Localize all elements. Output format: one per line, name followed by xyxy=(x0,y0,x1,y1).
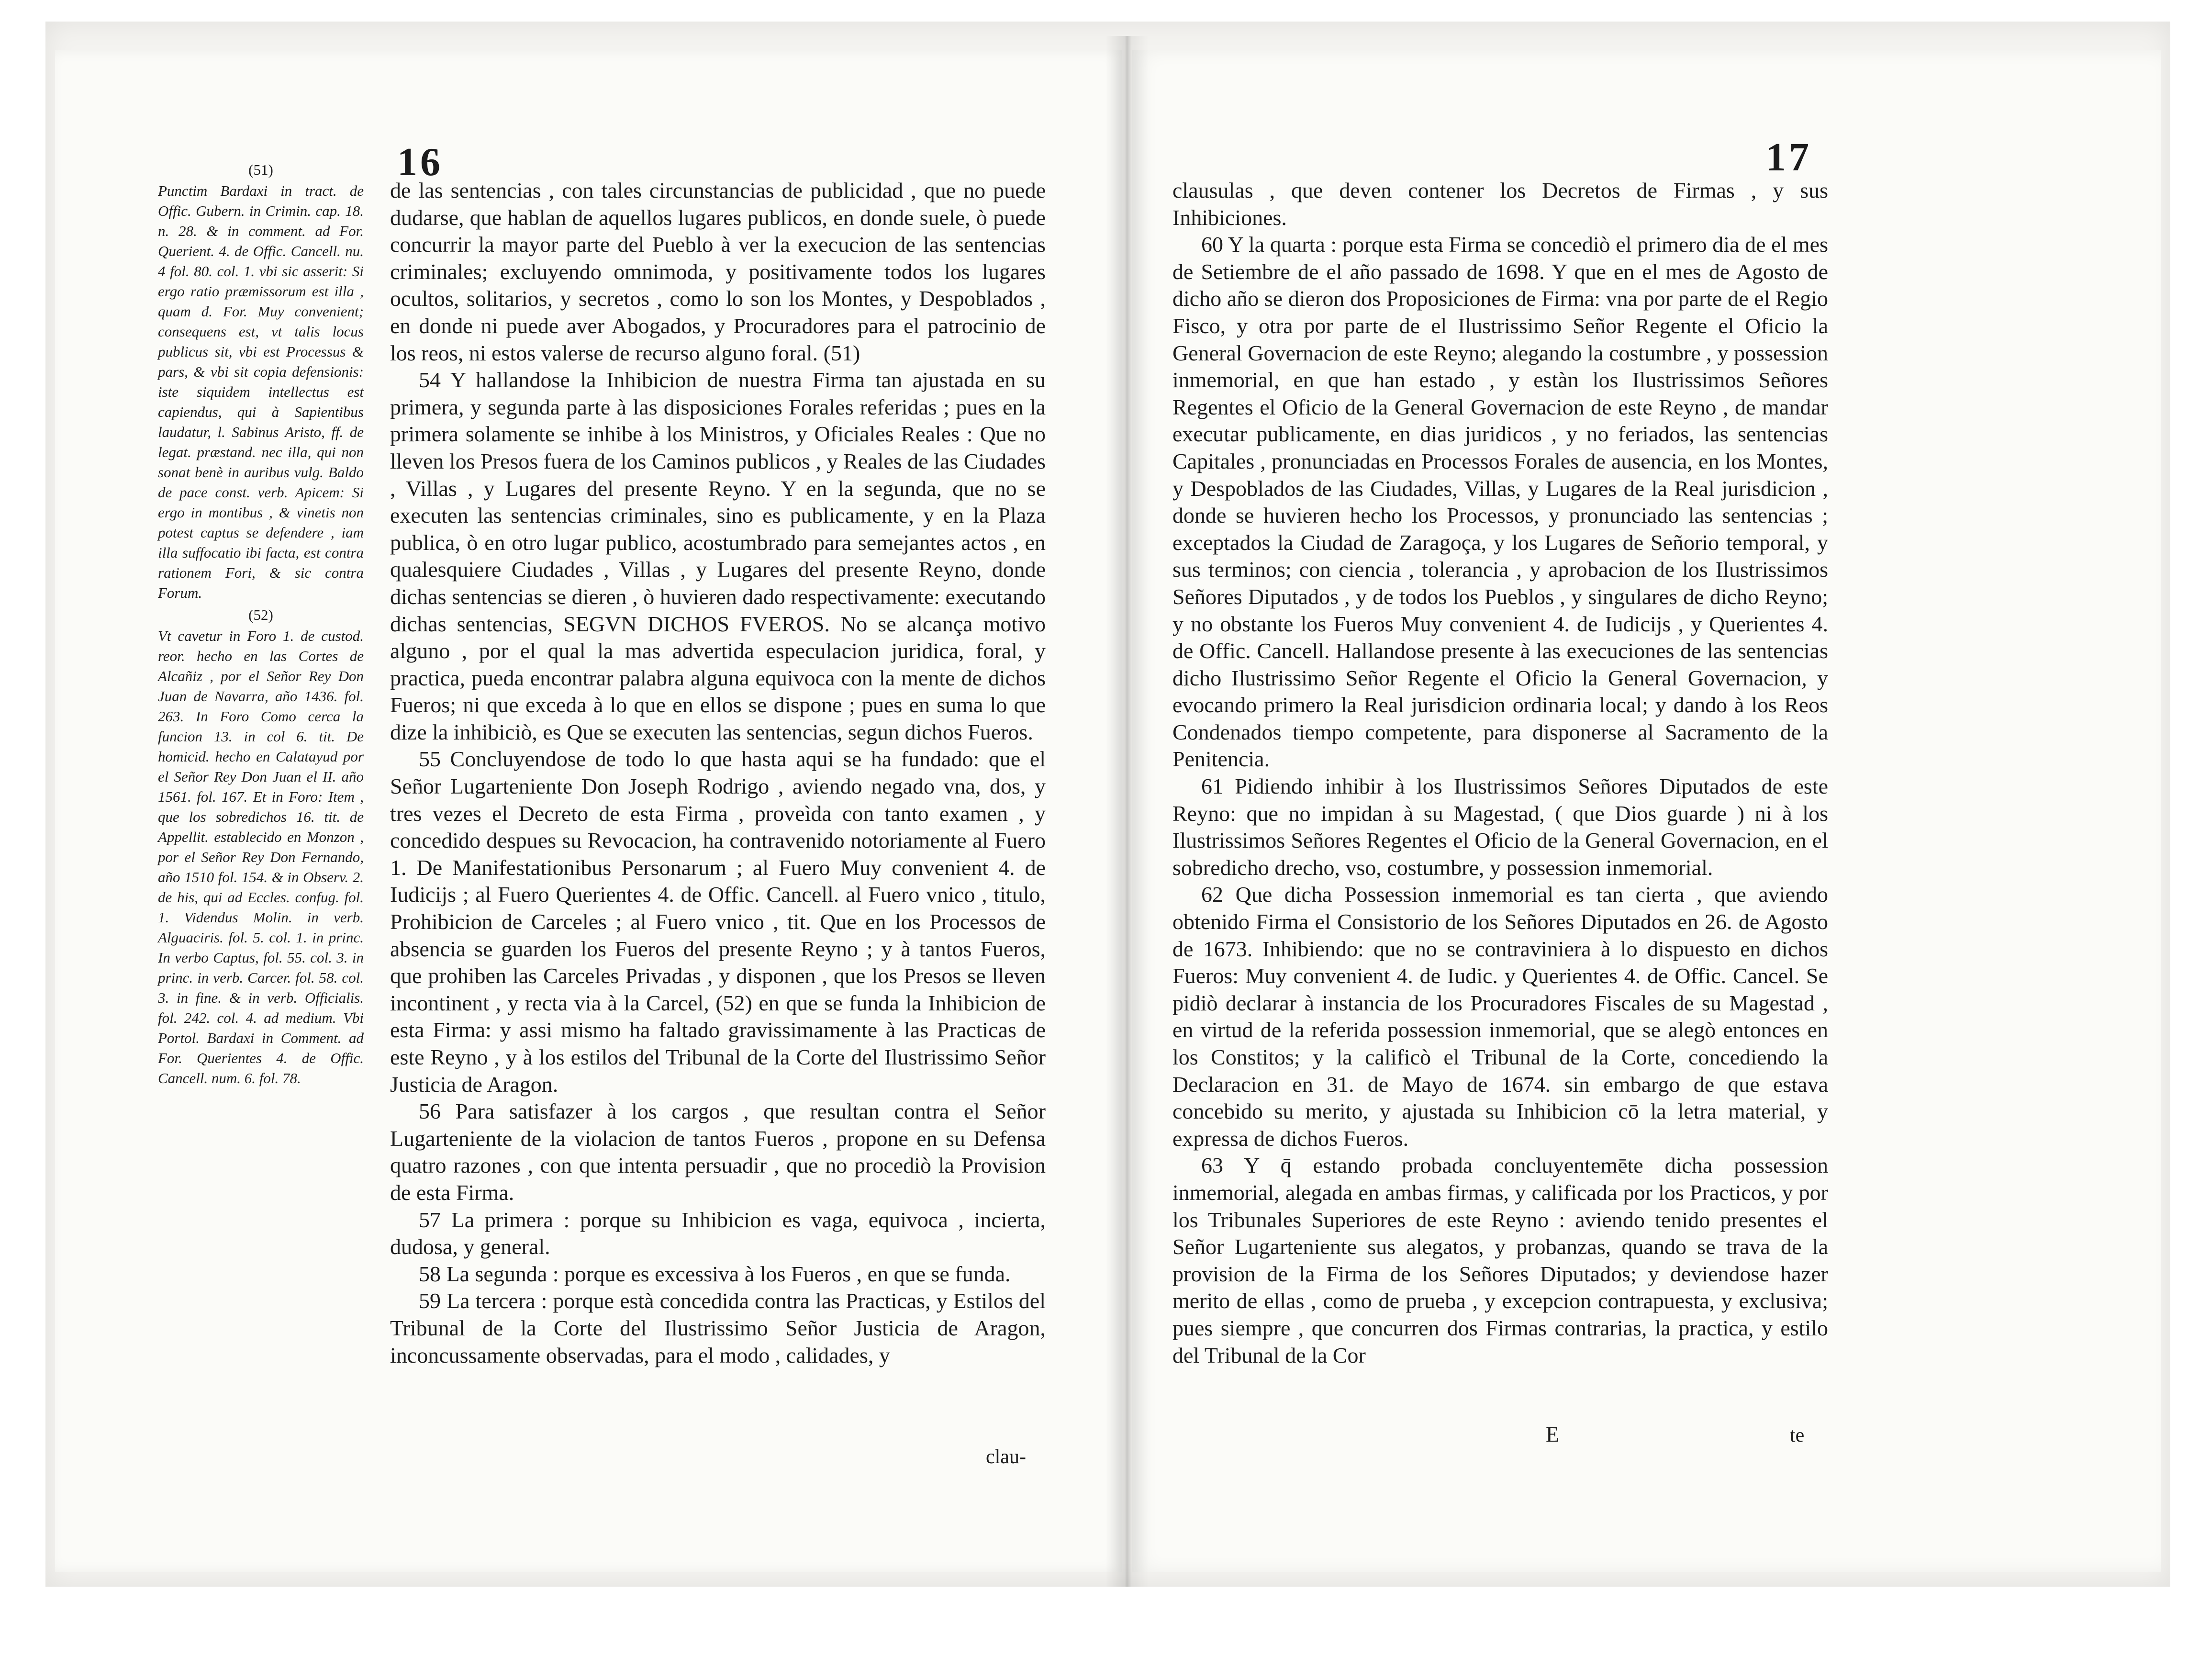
paragraph-54: 54 Y hallandose la Inhibicion de nuestra Firma tan ajustada en su primera, y segunda parte à las disposiciones Forales referidas ; pues en la primera solamente se inhibe à los Ministros, y Oficiales Reales : Que no lleven los Presos fuera de los Caminos publicos , y Reales de las Ciudades , Villas , y Lugares del presente Reyno. Y en la segunda, que no se executen las sentencias criminales, sino es publicamente, y en la Plaza publica, ò en otro lugar publico, acostumbrado para semejantes actos , en qualesquiere Ciudades , Villas , y Lugares del presente Reyno, donde dichas sentencias se dieren , ò huvieren dado respectivamente: executando dichas sentencias, SEGVN DICHOS FVEROS. No se alcança motivo alguno , por el qual la mas advertida especulacion juridica, foral, y practica, pueda encontrar palabra alguna equivoca con la mente de dichos Fueros; ni que exceda à lo que en ellos se dispone ; pues en suma lo que dize la inhibiciò, es Que se executen las sentencias, segun dichos Fueros. xyxy=(390,368,1046,744)
margin-note: Punctim Bardaxi in tract. de Offic. Gubern. in Crimin. cap. 18. n. 28. & in comment. ad For. Querient. 4. de Offic. Cancell. nu. 4 fol. 80. col. 1. vbi sic asserit: Si ergo ratio præmissorum est illa , quam d. For. Muy convenient; consequens est, vt talis locus publicus sit, vbi est Processus & pars, & vbi sit copia defensionis: iste siquidem intellectus est capiendus, qui à Sapientibus laudatur, l. Sabinus Aristo, ff. de legat. præstand. nec illa, qui non sonat benè in auribus vulg. Baldo de pace const. verb. Apicem: Si ergo in montibus , & vinetis non potest captus se defendere , iam illa suffocatio ibi facta, est contra rationem Fori, & sic contra Forum. xyxy=(158,182,364,601)
paragraph: de las sentencias , con tales circunstancias de publicidad , que no puede dudarse, que hablan de aquellos lugares publicos, en donde suele, ò puede concurrir la mayor parte del Pueblo à ver la execucion de las sentencias criminales; excluyendo omnimoda, y positivamente todos los lugares ocultos, solitarios, y secretos , como lo son los Montes, y Despoblados , en donde ni puede aver Abogados, y Procuradores para el patrocinio de los reos, ni estos valerse de recurso alguno foral. (51) xyxy=(390,178,1046,365)
paragraph-57: 57 La primera : porque su Inhibicion es vaga, equivoca , incierta, dudosa, y general. xyxy=(390,1207,1046,1259)
catchword-right: te xyxy=(1790,1424,1805,1446)
catchword-left: clau- xyxy=(986,1446,1026,1468)
right-body-text xyxy=(1172,177,1828,1369)
paragraph-60: 60 Y la quarta : porque esta Firma se concediò el primero dia de el mes de Setiembre de el año passado de 1698. Y que en el mes de Agosto de dicho año se dieron dos Proposiciones de Firma: vna por parte de el Regio Fisco, y otra por parte de el Ilustrissimo Señor Regente el Oficio la General Governacion de este Reyno; alegando la costumbre , y possession inmemorial, en que han estado , y estàn los Ilustrissimos Señores Regentes el Oficio de la General Governacion de este Reyno , de mandar executar publicamente, en dias juridicos , y no feriados, las sentencias Capitales , pronunciadas en Processos Forales de ausencia, en los Montes, y Despoblados de las Ciudades, Villas, y Lugares de la Real jurisdicion , donde se huvieren hecho los Processos, y pronunciado las sentencias ; exceptados la Ciudad de Zaragoça, y los Lugares de Señorio temporal, y sus terminos; con ciencia , tolerancia , y aprobacion de los Ilustrissimos Señores Diputados , y de todos los Pueblos , y singulares de dicho Reyno; y no obstante los Fueros Muy convenient 4. de Iudicijs , y Querientes 4. de Offic. Cancell. Hallandose presente à las execuciones de las sentencias dicho Ilustrissimo Señor Regente el Oficio la General Governacion, y evocando primero la Real jurisdicion ordinaria local; y dando à los Reos Condenados tiempo competente, para disponerse al Sacramento de la Penitencia. xyxy=(1172,232,1828,772)
note-number: (51) xyxy=(248,161,273,178)
paragraph-59: 59 La tercera : porque està concedida contra las Practicas, y Estilos del Tribunal de la Corte del Ilustrissimo Señor Justicia de Aragon, inconcussamente observadas, para el modo , calidades, y xyxy=(390,1288,1046,1367)
page-number-right: 17 xyxy=(1766,135,1812,179)
paragraph-56: 56 Para satisfazer à los cargos , que resultan contra el Señor Lugarteniente de la violacion de tantos Fueros , propone en su Defensa quatro razones , con que intenta persuadir , que no procediò la Provision de esta Firma. xyxy=(390,1099,1046,1205)
paragraph-58: 58 La segunda : porque es excessiva à los Fueros , en que se funda. xyxy=(419,1261,1011,1286)
page-number-left: 16 xyxy=(397,140,443,184)
signature-mark: E xyxy=(1546,1422,1560,1446)
margin-note: Vt cavetur in Foro 1. de custod. reor. hecho en las Cortes de Alcañiz , por el Señor Rey Don Juan de Navarra, año 1436. fol. 263. In Foro Como cerca la funcion 13. in col 6. tit. De homicid. hecho en Calatayud por el Señor Rey Don Juan el II. año 1561. fol. 167. Et in Foro: Item , que los sobredichos 16. tit. de Appellit. establecido en Monzon , por el Señor Rey Don Fernando, año 1510 fol. 154. & in Observ. 2. de his, qui ad Eccles. confug. fol. 1. Videndus Molin. in verb. Alguaciris. fol. 5. col. 1. in princ. In verbo Captus, fol. 55. col. 3. in princ. in verb. Carcer. fol. 58. col. 3. in fine. & in verb. Officialis. fol. 242. col. 4. ad medium. Vbi Portol. Bardaxi in Comment. ad For. Querientes 4. de Offic. Cancell. num. 6. fol. 78. xyxy=(158,627,364,1086)
margin-notes xyxy=(158,158,364,1088)
left-body-text xyxy=(390,177,1046,1369)
book-spread xyxy=(45,22,2170,1587)
note-number: (52) xyxy=(248,606,273,623)
paragraph-61: 61 Pidiendo inhibir à los Ilustrissimos Señores Diputados de este Reyno: que no impidan à su Magestad, ( que Dios guarde ) ni à los Ilustrissimos Señores Regentes el Oficio de la General Governacion, en el sobredicho drecho, vso, costumbre, y possession inmemorial. xyxy=(1172,774,1828,880)
paragraph-63: 63 Y q̄ estando probada concluyentemēte dicha possession inmemorial, alegada en ambas firmas, y calificada por los Practicos, y por los Tribunales Superiores de este Reyno : aviendo tenido presentes el Señor Lugarteniente sus alegatos, y probanzas, quando se trava de la provision de la Firma de los Señores Diputados; y deviendose hazer merito de ellas , como de prueba , y excepcion contrapuesta, y exclusiva; pues siempre , que concurren dos Firmas contrarias, la practica, y estilo del Tribunal de la Cor xyxy=(1172,1153,1828,1367)
paragraph-55: 55 Concluyendose de todo lo que hasta aqui se ha fundado: que el Señor Lugarteniente Don Joseph Rodrigo , aviendo negado vna, dos, y tres vezes el Decreto de esta Firma , proveìda con tanto examen , y concedido despues su Revocacion, ha contravenido notoriamente al Fuero 1. De Manifestationibus Personarum ; al Fuero Muy convenient 4. de Iudicijs ; al Fuero Querientes 4. de Offic. Cancell. al Fuero vnico , titulo, Prohibicion de Carceles ; al Fuero vnico , tit. Que en los Processos de absencia se guarden los Fueros del presente Reyno ; y à tantos Fueros, que prohiben las Carceles Privadas , y disponen , que los Presos se lleven incontinent , y recta via à la Carcel, (52) en que se funda la Inhibicion de esta Firma: y assi mismo ha faltado gravissimamente à las Practicas de este Reyno , y à los estilos del Tribunal de la Corte del Ilustrissimo Señor Justicia de Aragon. xyxy=(390,747,1046,1097)
paragraph-62: 62 Que dicha Possession inmemorial es tan cierta , que aviendo obtenido Firma el Consistorio de los Señores Diputados en 26. de Agosto de 1673. Inhibiendo: que no se contraviniera à lo dispuesto en dichos Fueros: Muy convenient 4. de Iudic. y Querientes 4. de Offic. Cancel. Se pidiò declarar à instancia de los Procuradores Fiscales de su Magestad , en virtud de la referida possession inmemorial, que se alegò entonces en los Constitos; y la calificò el Tribunal de la Corte, concediendo la Declaracion en 31. de Mayo de 1674. sin embargo de que estava concebido su merito, y ajustada su Inhibicion cō la letra material, y expressa de dichos Fueros. xyxy=(1172,882,1828,1151)
book-gutter xyxy=(1105,36,1149,1587)
paragraph: clausulas , que deven contener los Decretos de Firmas , y sus Inhibiciones. xyxy=(1172,178,1828,230)
